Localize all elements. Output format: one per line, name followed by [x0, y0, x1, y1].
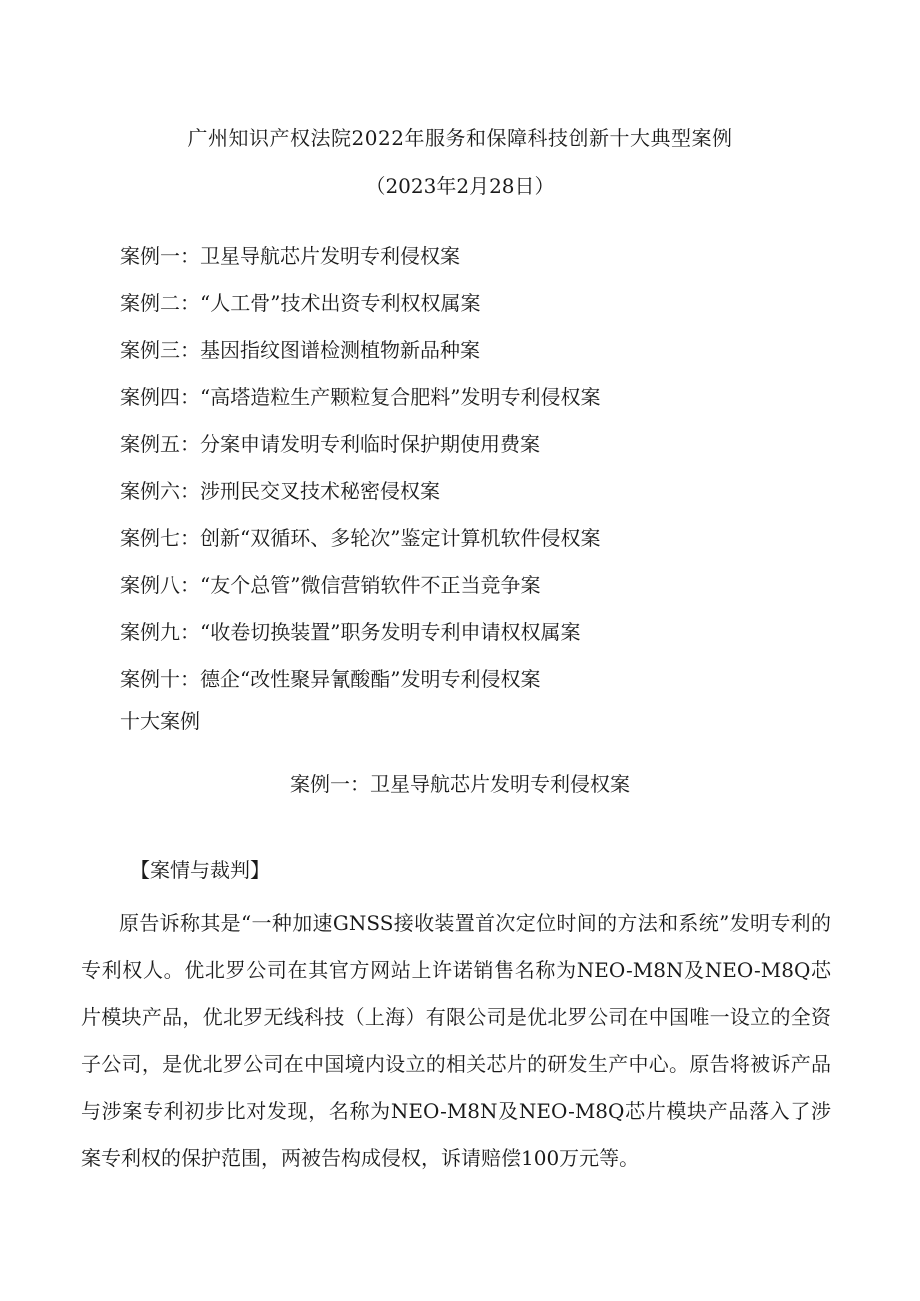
toc-item: 案例六：涉刑民交叉技术秘密侵权案 [120, 479, 440, 503]
toc-item: 案例五：分案申请发明专利临时保护期使用费案 [120, 432, 540, 456]
case-title: 案例一：卫星导航芯片发明专利侵权案 [290, 772, 630, 796]
toc-item: 案例九：“收卷切换装置”职务发明专利申请权权属案 [120, 620, 581, 644]
toc-item: 案例三：基因指纹图谱检测植物新品种案 [120, 338, 480, 362]
body-paragraph: 原告诉称其是“一种加速GNSS接收装置首次定位时间的方法和系统”发明专利的专利权人。优北罗公司在其官方网站上许诺销售名称为NEO-M8N及NEO-M8Q芯片模块产品，优北罗无线科技（上海）有限公司是优北罗公司在中国唯一设立的全资子公司，是优北罗公司在中国境内设立的相关芯片的研发生产中心。原告将被诉产品与涉案专利初步比对发现，名称为NEO-M8N及NEO-M8Q芯片模块产品落入了涉案专利权的保护范围，两被告构成侵权，诉请赔偿100万元等。 [81, 911, 831, 1170]
document-title: 广州知识产权法院2022年服务和保障科技创新十大典型案例 [187, 126, 733, 150]
section-heading: 十大案例 [120, 709, 200, 733]
document-date: （2023年2月28日） [365, 174, 555, 198]
toc-item: 案例四：“高塔造粒生产颗粒复合肥料”发明专利侵权案 [120, 385, 601, 409]
toc-item: 案例七：创新“双循环、多轮次”鉴定计算机软件侵权案 [120, 526, 601, 550]
case-subheading: 【案情与裁判】 [130, 858, 270, 882]
toc-item: 案例一：卫星导航芯片发明专利侵权案 [120, 244, 460, 268]
toc-item: 案例八：“友个总管”微信营销软件不正当竞争案 [120, 573, 541, 597]
toc-item: 案例二：“人工骨”技术出资专利权权属案 [120, 291, 481, 315]
table-of-contents [120, 241, 820, 711]
toc-item: 案例十：德企“改性聚异氰酸酯”发明专利侵权案 [120, 667, 541, 691]
